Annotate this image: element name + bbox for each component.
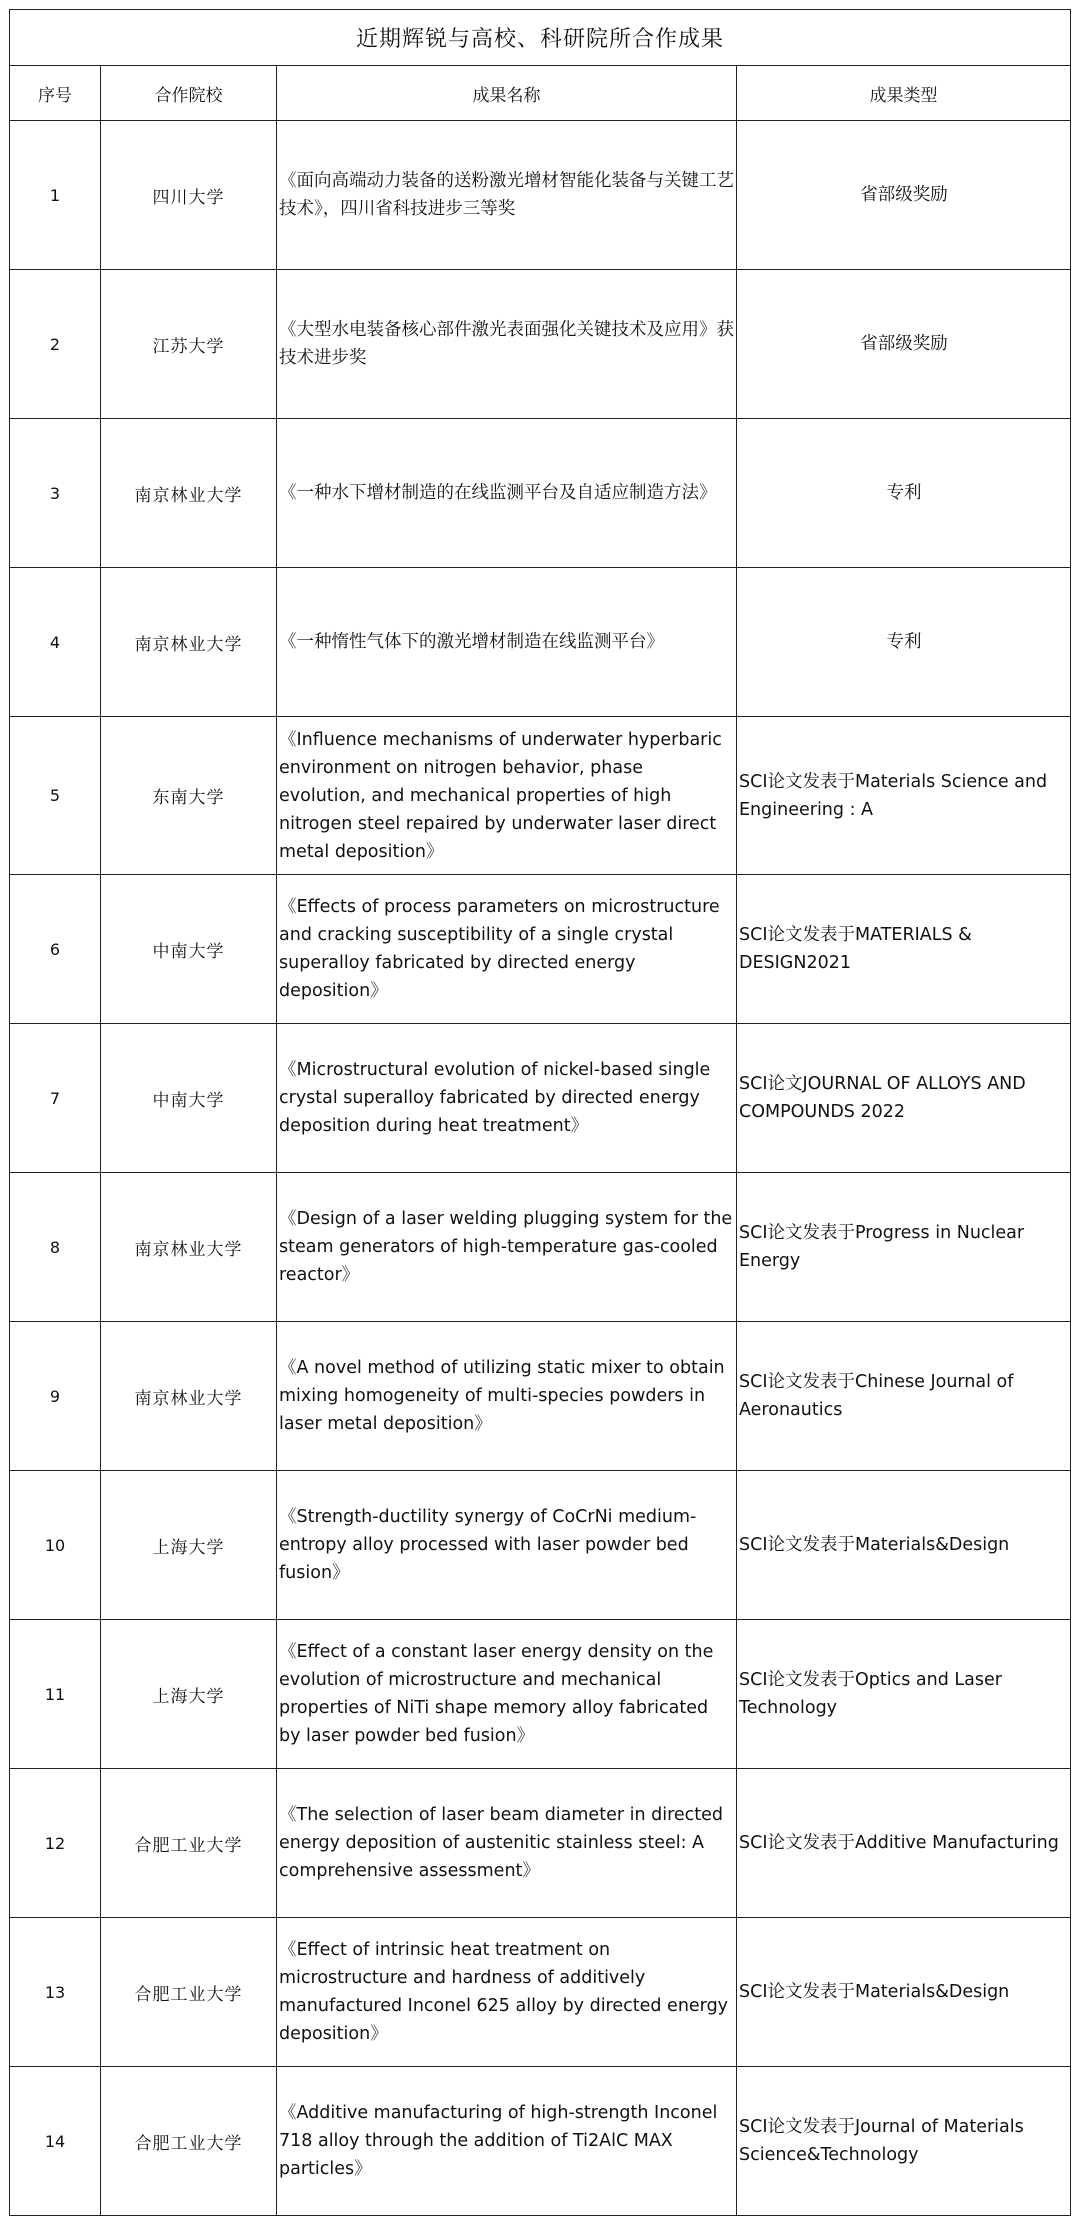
cell-partner: 南京林业大学	[101, 1322, 277, 1471]
cell-no: 6	[10, 875, 101, 1024]
cell-no: 3	[10, 419, 101, 568]
cell-result-name: 《大型水电装备核心部件激光表面强化关键技术及应用》获技术进步奖	[277, 270, 737, 419]
cell-result-name: 《Design of a laser welding plugging system for the steam generators of high-temperature gas-cooled reactor》	[277, 1173, 737, 1322]
table-body	[10, 121, 1071, 2216]
header-row	[10, 66, 1071, 121]
title-row	[10, 10, 1071, 66]
cell-partner: 东南大学	[101, 717, 277, 875]
header-result-type: 成果类型	[737, 66, 1071, 121]
table-row	[10, 270, 1071, 419]
cell-result-type: SCI论文发表于Journal of Materials Science&Technology	[737, 2067, 1071, 2216]
cell-result-name: 《Effects of process parameters on microstructure and cracking susceptibility of a single crystal superalloy fabricated by directed energy deposition》	[277, 875, 737, 1024]
cell-result-name: 《一种惰性气体下的激光增材制造在线监测平台》	[277, 568, 737, 717]
cell-result-type: SCI论文发表于MATERIALS & DESIGN2021	[737, 875, 1071, 1024]
table-title: 近期辉锐与高校、科研院所合作成果	[10, 10, 1071, 66]
cell-no: 9	[10, 1322, 101, 1471]
cell-result-type: SCI论文发表于Additive Manufacturing	[737, 1769, 1071, 1918]
cell-partner: 合肥工业大学	[101, 2067, 277, 2216]
cell-result-type: SCI论文发表于Materials&Design	[737, 1918, 1071, 2067]
cell-partner: 中南大学	[101, 875, 277, 1024]
cell-no: 12	[10, 1769, 101, 1918]
header-partner: 合作院校	[101, 66, 277, 121]
table-row	[10, 1471, 1071, 1620]
cell-partner: 中南大学	[101, 1024, 277, 1173]
table-row	[10, 419, 1071, 568]
cell-result-type: SCI论文发表于Materials&Design	[737, 1471, 1071, 1620]
table-row	[10, 121, 1071, 270]
cell-partner: 上海大学	[101, 1471, 277, 1620]
cell-partner: 合肥工业大学	[101, 1769, 277, 1918]
table-row	[10, 568, 1071, 717]
table-row	[10, 1769, 1071, 1918]
results-sheet	[9, 9, 1071, 2216]
table-row	[10, 2067, 1071, 2216]
table-row	[10, 1322, 1071, 1471]
cell-result-name: 《Microstructural evolution of nickel-based single crystal superalloy fabricated by directed energy deposition during heat treatment》	[277, 1024, 737, 1173]
cell-no: 13	[10, 1918, 101, 2067]
cell-no: 11	[10, 1620, 101, 1769]
cell-result-name: 《The selection of laser beam diameter in directed energy deposition of austenitic stainless steel: A comprehensive assessment》	[277, 1769, 737, 1918]
cell-no: 14	[10, 2067, 101, 2216]
cell-partner: 江苏大学	[101, 270, 277, 419]
cell-partner: 合肥工业大学	[101, 1918, 277, 2067]
cell-partner: 南京林业大学	[101, 568, 277, 717]
cell-partner: 四川大学	[101, 121, 277, 270]
cell-result-name: 《面向高端动力装备的送粉激光增材智能化装备与关键工艺技术》，四川省科技进步三等奖	[277, 121, 737, 270]
cell-result-name: 《Strength-ductility synergy of CoCrNi medium-entropy alloy processed with laser powder bed fusion》	[277, 1471, 737, 1620]
table-row	[10, 875, 1071, 1024]
cell-result-name: 《Effect of intrinsic heat treatment on microstructure and hardness of additively manufactured Inconel 625 alloy by directed energy deposition》	[277, 1918, 737, 2067]
cell-result-type: SCI论文JOURNAL OF ALLOYS AND COMPOUNDS 2022	[737, 1024, 1071, 1173]
cell-result-name: 《Additive manufacturing of high-strength Inconel 718 alloy through the addition of Ti2AlC MAX particles》	[277, 2067, 737, 2216]
cell-no: 8	[10, 1173, 101, 1322]
cell-result-type: 专利	[737, 419, 1071, 568]
table-row	[10, 717, 1071, 875]
header-no: 序号	[10, 66, 101, 121]
table-row	[10, 1173, 1071, 1322]
cell-result-type: 省部级奖励	[737, 121, 1071, 270]
cell-no: 10	[10, 1471, 101, 1620]
table-row	[10, 1620, 1071, 1769]
cell-no: 2	[10, 270, 101, 419]
cell-no: 5	[10, 717, 101, 875]
cell-partner: 南京林业大学	[101, 419, 277, 568]
cell-no: 1	[10, 121, 101, 270]
cell-result-type: 省部级奖励	[737, 270, 1071, 419]
cell-partner: 南京林业大学	[101, 1173, 277, 1322]
table-row	[10, 1918, 1071, 2067]
cell-result-name: 《一种水下增材制造的在线监测平台及自适应制造方法》	[277, 419, 737, 568]
cell-result-type: SCI论文发表于Optics and Laser Technology	[737, 1620, 1071, 1769]
cell-partner: 上海大学	[101, 1620, 277, 1769]
cell-result-name: 《A novel method of utilizing static mixer to obtain mixing homogeneity of multi-species powders in laser metal deposition》	[277, 1322, 737, 1471]
header-result-name: 成果名称	[277, 66, 737, 121]
cell-no: 4	[10, 568, 101, 717]
cell-no: 7	[10, 1024, 101, 1173]
cell-result-name: 《Influence mechanisms of underwater hyperbaric environment on nitrogen behavior, phase evolution, and mechanical properties of high nitrogen steel repaired by underwater laser direct metal deposition》	[277, 717, 737, 875]
cooperation-results-table	[9, 9, 1071, 2216]
cell-result-type: SCI论文发表于Chinese Journal of Aeronautics	[737, 1322, 1071, 1471]
cell-result-type: SCI论文发表于Progress in Nuclear Energy	[737, 1173, 1071, 1322]
table-row	[10, 1024, 1071, 1173]
cell-result-type: SCI论文发表于Materials Science and Engineering : A	[737, 717, 1071, 875]
cell-result-type: 专利	[737, 568, 1071, 717]
cell-result-name: 《Effect of a constant laser energy density on the evolution of microstructure and mechanical properties of NiTi shape memory alloy fabricated by laser powder bed fusion》	[277, 1620, 737, 1769]
